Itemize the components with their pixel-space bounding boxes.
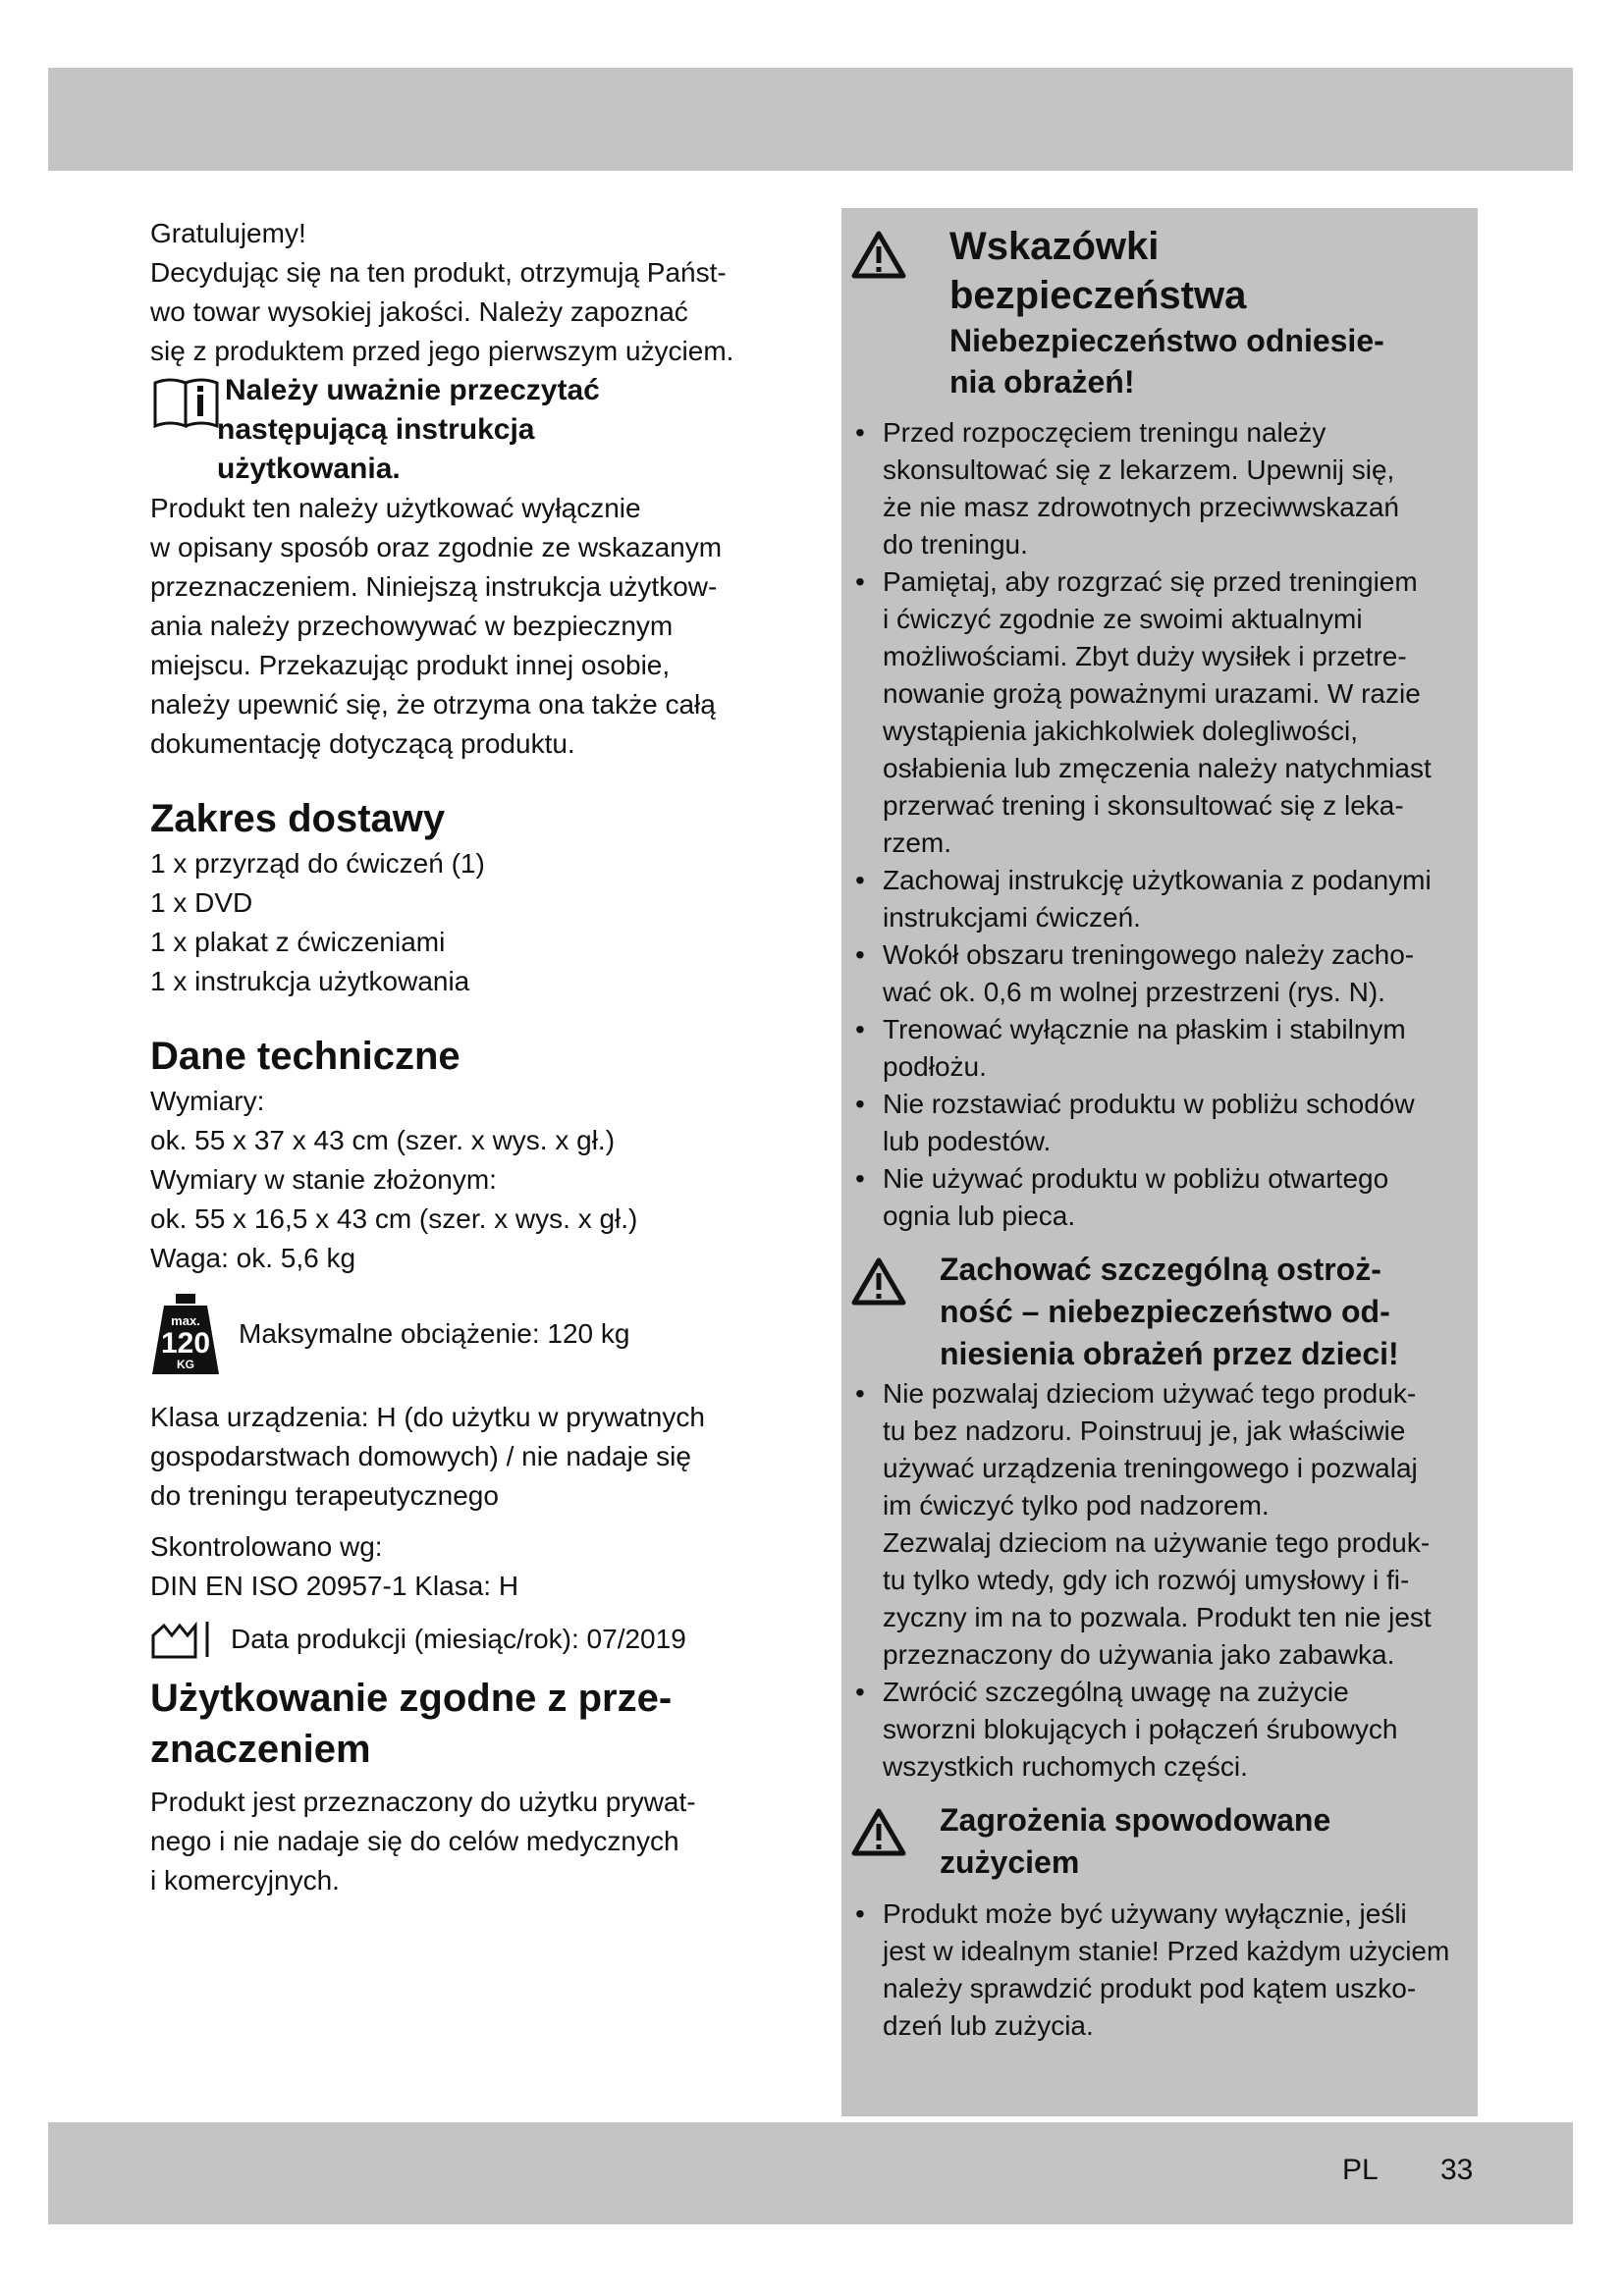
text-line: znaczeniem bbox=[150, 1728, 371, 1771]
text-line: i ćwiczyć zgodnie ze swoimi aktualnymi bbox=[883, 604, 1363, 634]
text-line: bezpieczeństwa bbox=[949, 274, 1247, 317]
text-line: rzem. bbox=[883, 828, 951, 858]
children-warning-heading bbox=[841, 1249, 1478, 1375]
children-bullets bbox=[841, 1375, 1478, 1786]
text-line: do treningu terapeutycznego bbox=[150, 1480, 499, 1511]
text-line: użytkowania. bbox=[217, 453, 401, 485]
text-line: przerwać trening i skonsultować się z leka- bbox=[883, 790, 1404, 821]
bullet-item bbox=[841, 1160, 1478, 1235]
text-line: ok. 55 x 16,5 x 43 cm (szer. x wys. x gł.) bbox=[150, 1203, 638, 1234]
text-line: tu bez nadzoru. Poinstruuj je, jak właściwie bbox=[883, 1415, 1406, 1446]
text-line: • Zwrócić szczególną uwagę na zużycie bbox=[883, 1677, 1349, 1707]
read-instructions-notice bbox=[150, 371, 779, 489]
manufacture-date-icon bbox=[150, 1620, 213, 1659]
safety-box bbox=[841, 208, 1478, 2116]
text-line: 1 x przyrząd do ćwiczeń (1) bbox=[150, 848, 485, 879]
text-line: możliwościami. Zbyt duży wysiłek i przetre- bbox=[883, 641, 1407, 671]
read-manual-icon bbox=[152, 375, 221, 430]
header-bar bbox=[48, 68, 1573, 171]
text-line: ognia lub pieca. bbox=[883, 1201, 1076, 1231]
intended-use-text bbox=[150, 1783, 779, 1900]
wear-warning-heading bbox=[841, 1799, 1478, 1884]
text-line: następującą instrukcja bbox=[217, 413, 535, 446]
text-line: do treningu. bbox=[883, 529, 1028, 560]
svg-text:120: 120 bbox=[160, 1327, 211, 1360]
text-line: nego i nie nadaje się do celów medycznych bbox=[150, 1826, 679, 1856]
safety-title bbox=[949, 222, 1478, 320]
text-line: skonsultować się z lekarzem. Upewnij się, bbox=[883, 454, 1395, 485]
text-line: • Produkt może być używany wyłącznie, jeśli bbox=[883, 1898, 1407, 1929]
text-line: się z produktem przed jego pierwszym użyciem. bbox=[150, 336, 734, 366]
safety-heading bbox=[841, 222, 1478, 402]
bullet-item bbox=[841, 862, 1478, 936]
text-line: tu tylko wtedy, gdy ich rozwój umysłowy i fi- bbox=[883, 1565, 1410, 1595]
text-line: nowanie grożą poważnymi urazami. W razie bbox=[883, 678, 1421, 709]
bullet-item bbox=[841, 936, 1478, 1011]
text-line: Należy uważnie przeczytać bbox=[225, 374, 600, 406]
max-load: Maksymalne obciążenie: 120 kg bbox=[239, 1318, 630, 1349]
text-line: wać ok. 0,6 m wolnej przestrzeni (rys. N). bbox=[883, 977, 1385, 1007]
language-code: PL bbox=[1342, 2154, 1379, 2186]
safety-bullets bbox=[841, 414, 1478, 1235]
text-line: używać urządzenia treningowego i pozwalaj bbox=[883, 1453, 1418, 1483]
max-load-row bbox=[150, 1290, 779, 1378]
text-line: Wymiary: bbox=[150, 1086, 265, 1116]
text-line: należy sprawdzić produkt pod kątem uszko- bbox=[883, 1973, 1417, 2003]
text-line: Zezwalaj dzieciom na używanie tego produk- bbox=[883, 1527, 1431, 1558]
text-line: wo towar wysokiej jakości. Należy zapoznać bbox=[150, 296, 688, 327]
text-line: Zachować szczególną ostroż- bbox=[940, 1252, 1381, 1287]
text-line: nia obrażeń! bbox=[949, 364, 1135, 400]
footer-bar bbox=[48, 2122, 1573, 2224]
text-line: ok. 55 x 37 x 43 cm (szer. x wys. x gł.) bbox=[150, 1125, 616, 1155]
production-date: Data produkcji (miesiąc/rok): 07/2019 bbox=[231, 1624, 686, 1654]
text-line: • Trenować wyłącznie na płaskim i stabilnym bbox=[883, 1014, 1406, 1044]
delivery-title: Zakres dostawy bbox=[150, 797, 446, 840]
text-line: zyczny im na to pozwala. Produkt ten nie jest bbox=[883, 1602, 1432, 1632]
text-line: wszystkich ruchomych części. bbox=[883, 1751, 1248, 1782]
text-line: DIN EN ISO 20957-1 Klasa: H bbox=[150, 1571, 519, 1601]
text-line: Wskazówki bbox=[949, 225, 1160, 268]
text-line: ania należy przechowywać w bezpiecznym bbox=[150, 611, 674, 641]
text-line: Zagrożenia spowodowane bbox=[940, 1802, 1331, 1838]
bullet-item bbox=[841, 414, 1478, 563]
greeting: Gratulujemy! bbox=[150, 218, 306, 248]
page-number: 33 bbox=[1440, 2154, 1474, 2186]
text-line: Waga: ok. 5,6 kg bbox=[150, 1243, 356, 1273]
bullet-item bbox=[841, 1086, 1478, 1160]
text-line: Niebezpieczeństwo odniesie- bbox=[949, 323, 1384, 358]
text-line: 1 x instrukcja użytkowania bbox=[150, 966, 470, 996]
tech-title: Dane techniczne bbox=[150, 1035, 460, 1078]
text-line: jest w idealnym stanie! Przed każdym użyciem bbox=[883, 1936, 1450, 1966]
device-class bbox=[150, 1398, 779, 1516]
text-line: przeznaczeniem. Niniejszą instrukcja użytkow- bbox=[150, 571, 718, 602]
text-line: że nie masz zdrowotnych przeciwwskazań bbox=[883, 492, 1399, 522]
text-line: Produkt ten należy użytkować wyłącznie bbox=[150, 493, 641, 523]
text-line: miejscu. Przekazując produkt innej osobie, bbox=[150, 650, 671, 680]
usage-text bbox=[150, 489, 779, 764]
production-row bbox=[150, 1620, 779, 1659]
warning-icon bbox=[851, 230, 906, 279]
tech-specs bbox=[150, 1082, 779, 1278]
text-line: w opisany sposób oraz zgodnie ze wskazanym bbox=[150, 532, 723, 562]
svg-text:KG: KG bbox=[177, 1358, 194, 1371]
text-line: gospodarstwach domowych) / nie nadaje się bbox=[150, 1441, 691, 1471]
text-line: • Zachowaj instrukcję użytkowania z podanymi bbox=[883, 865, 1432, 895]
intended-use-title bbox=[150, 1673, 779, 1775]
warning-icon bbox=[851, 1256, 906, 1306]
text-line: ność – niebezpieczeństwo od- bbox=[940, 1294, 1390, 1329]
warning-icon bbox=[851, 1807, 906, 1856]
text-line: 1 x DVD bbox=[150, 887, 253, 918]
left-column bbox=[150, 214, 779, 1900]
text-line: Skontrolowano wg: bbox=[150, 1531, 383, 1562]
text-line: Użytkowanie zgodne z prze- bbox=[150, 1677, 673, 1720]
text-line: należy upewnić się, że otrzyma ona także całą bbox=[150, 689, 716, 720]
text-line: • Nie rozstawiać produktu w pobliżu schodów bbox=[883, 1089, 1415, 1119]
text-line: • Pamiętaj, aby rozgrzać się przed treningiem bbox=[883, 566, 1418, 597]
tested-standard bbox=[150, 1527, 779, 1606]
text-line: • Nie używać produktu w pobliżu otwartego bbox=[883, 1163, 1389, 1194]
text-line: dzeń lub zużycia. bbox=[883, 2010, 1094, 2041]
safety-subtitle bbox=[949, 320, 1478, 402]
text-line: Produkt jest przeznaczony do użytku prywat- bbox=[150, 1787, 696, 1817]
text-line: • Nie pozwalaj dzieciom używać tego produk- bbox=[883, 1378, 1417, 1409]
text-line: • Wokół obszaru treningowego należy zacho- bbox=[883, 939, 1415, 970]
bullet-item bbox=[841, 1011, 1478, 1086]
text-line: niesienia obrażeń przez dzieci! bbox=[940, 1336, 1399, 1371]
text-line: dokumentację dotyczącą produktu. bbox=[150, 728, 575, 759]
text-line: 1 x plakat z ćwiczeniami bbox=[150, 927, 446, 957]
bullet-item bbox=[841, 1896, 1478, 2045]
bullet-item bbox=[841, 563, 1478, 862]
text-line: przeznaczony do używania jako zabawka. bbox=[883, 1639, 1395, 1670]
text-line: im ćwiczyć tylko pod nadzorem. bbox=[883, 1490, 1270, 1521]
text-line: osłabienia lub zmęczenia należy natychmiast bbox=[883, 753, 1432, 783]
svg-text:max.: max. bbox=[171, 1313, 200, 1328]
text-line: zużyciem bbox=[940, 1844, 1080, 1880]
bullet-item bbox=[841, 1674, 1478, 1786]
delivery-list bbox=[150, 844, 779, 1001]
weight-icon bbox=[150, 1290, 221, 1378]
text-line: sworzni blokujących i połączeń śrubowych bbox=[883, 1714, 1398, 1744]
text-line: • Przed rozpoczęciem treningu należy bbox=[883, 417, 1326, 448]
wear-bullets bbox=[841, 1896, 1478, 2045]
text-line: Klasa urządzenia: H (do użytku w prywatnych bbox=[150, 1402, 705, 1432]
text-line: Decydując się na ten produkt, otrzymują Państ- bbox=[150, 257, 727, 288]
text-line: wystąpienia jakichkolwiek dolegliwości, bbox=[883, 716, 1358, 746]
bullet-item bbox=[841, 1375, 1478, 1674]
text-line: i komercyjnych. bbox=[150, 1865, 340, 1896]
text-line: instrukcjami ćwiczeń. bbox=[883, 902, 1141, 933]
text-line: Wymiary w stanie złożonym: bbox=[150, 1164, 497, 1195]
text-line: podłożu. bbox=[883, 1051, 987, 1082]
intro-text bbox=[150, 253, 779, 371]
text-line: lub podestów. bbox=[883, 1126, 1052, 1156]
